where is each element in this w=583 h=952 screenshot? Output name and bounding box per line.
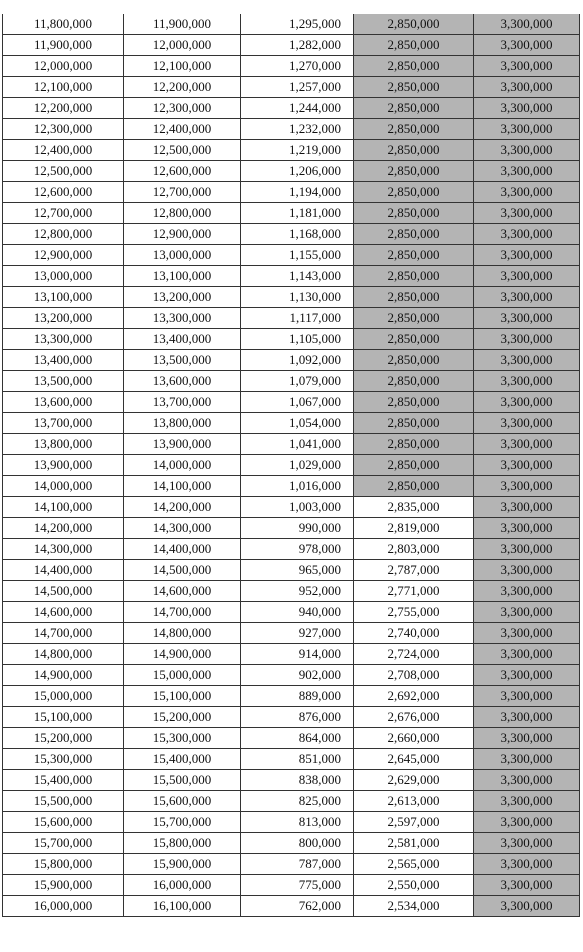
table-row [3, 686, 580, 707]
cell-amount-a: 978,000 [241, 539, 354, 560]
cell-amount-a: 864,000 [241, 728, 354, 749]
cell-amount-c: 3,300,000 [474, 182, 580, 203]
cell-amount-a: 1,092,000 [241, 350, 354, 371]
cell-amount-c: 3,300,000 [474, 539, 580, 560]
cell-range-to: 13,000,000 [124, 245, 241, 266]
cell-amount-c: 3,300,000 [474, 896, 580, 917]
cell-amount-c: 3,300,000 [474, 224, 580, 245]
cell-amount-a: 1,029,000 [241, 455, 354, 476]
table-row [3, 728, 580, 749]
cell-amount-c: 3,300,000 [474, 812, 580, 833]
cell-range-from: 12,700,000 [3, 203, 124, 224]
cell-amount-b: 2,850,000 [354, 140, 474, 161]
table-body [3, 14, 580, 917]
cell-range-to: 14,100,000 [124, 476, 241, 497]
cell-amount-a: 940,000 [241, 602, 354, 623]
table-row [3, 413, 580, 434]
cell-range-from: 14,800,000 [3, 644, 124, 665]
cell-range-from: 15,400,000 [3, 770, 124, 791]
cell-range-to: 15,500,000 [124, 770, 241, 791]
cell-range-to: 14,700,000 [124, 602, 241, 623]
cell-amount-b: 2,850,000 [354, 224, 474, 245]
cell-amount-a: 1,282,000 [241, 35, 354, 56]
cell-amount-c: 3,300,000 [474, 119, 580, 140]
cell-range-from: 15,900,000 [3, 875, 124, 896]
cell-amount-c: 3,300,000 [474, 497, 580, 518]
cell-amount-c: 3,300,000 [474, 35, 580, 56]
cell-amount-c: 3,300,000 [474, 686, 580, 707]
cell-range-to: 14,300,000 [124, 518, 241, 539]
cell-amount-b: 2,771,000 [354, 581, 474, 602]
cell-amount-c: 3,300,000 [474, 770, 580, 791]
table-row [3, 434, 580, 455]
cell-amount-c: 3,300,000 [474, 434, 580, 455]
cell-range-from: 14,200,000 [3, 518, 124, 539]
cell-range-from: 14,900,000 [3, 665, 124, 686]
cell-range-to: 16,000,000 [124, 875, 241, 896]
cell-range-to: 14,600,000 [124, 581, 241, 602]
table-row [3, 854, 580, 875]
cell-range-from: 13,900,000 [3, 455, 124, 476]
cell-range-from: 14,300,000 [3, 539, 124, 560]
cell-amount-b: 2,850,000 [354, 182, 474, 203]
cell-amount-b: 2,850,000 [354, 413, 474, 434]
cell-range-to: 14,500,000 [124, 560, 241, 581]
cell-range-from: 14,700,000 [3, 623, 124, 644]
table-row [3, 329, 580, 350]
cell-amount-c: 3,300,000 [474, 791, 580, 812]
cell-amount-c: 3,300,000 [474, 518, 580, 539]
cell-range-to: 13,200,000 [124, 287, 241, 308]
table-row [3, 623, 580, 644]
table-row [3, 665, 580, 686]
table-row [3, 245, 580, 266]
cell-amount-b: 2,850,000 [354, 350, 474, 371]
cell-amount-c: 3,300,000 [474, 644, 580, 665]
cell-amount-c: 3,300,000 [474, 308, 580, 329]
cell-amount-b: 2,724,000 [354, 644, 474, 665]
cell-amount-b: 2,629,000 [354, 770, 474, 791]
cell-range-from: 13,000,000 [3, 266, 124, 287]
cell-amount-b: 2,850,000 [354, 203, 474, 224]
cell-amount-c: 3,300,000 [474, 833, 580, 854]
table-row [3, 707, 580, 728]
cell-amount-a: 1,117,000 [241, 308, 354, 329]
cell-amount-a: 952,000 [241, 581, 354, 602]
cell-amount-b: 2,850,000 [354, 434, 474, 455]
cell-range-to: 12,200,000 [124, 77, 241, 98]
cell-amount-a: 927,000 [241, 623, 354, 644]
cell-amount-a: 1,219,000 [241, 140, 354, 161]
cell-amount-b: 2,850,000 [354, 329, 474, 350]
cell-amount-a: 1,041,000 [241, 434, 354, 455]
cell-amount-a: 800,000 [241, 833, 354, 854]
cell-range-to: 13,100,000 [124, 266, 241, 287]
cell-range-from: 12,800,000 [3, 224, 124, 245]
cell-range-to: 15,200,000 [124, 707, 241, 728]
cell-amount-b: 2,850,000 [354, 161, 474, 182]
cell-amount-c: 3,300,000 [474, 728, 580, 749]
cell-range-to: 13,500,000 [124, 350, 241, 371]
cell-amount-a: 1,168,000 [241, 224, 354, 245]
cell-amount-a: 1,244,000 [241, 98, 354, 119]
cell-amount-c: 3,300,000 [474, 623, 580, 644]
cell-amount-b: 2,850,000 [354, 308, 474, 329]
cell-range-to: 15,100,000 [124, 686, 241, 707]
table-row [3, 560, 580, 581]
cell-amount-a: 813,000 [241, 812, 354, 833]
cell-range-to: 15,600,000 [124, 791, 241, 812]
cell-range-to: 13,900,000 [124, 434, 241, 455]
cell-range-to: 15,800,000 [124, 833, 241, 854]
table-row [3, 518, 580, 539]
table-row [3, 833, 580, 854]
cell-amount-a: 1,181,000 [241, 203, 354, 224]
cell-amount-b: 2,850,000 [354, 35, 474, 56]
cell-range-from: 12,900,000 [3, 245, 124, 266]
table-row [3, 602, 580, 623]
table-row [3, 749, 580, 770]
cell-amount-b: 2,676,000 [354, 707, 474, 728]
cell-amount-b: 2,850,000 [354, 455, 474, 476]
table-row [3, 392, 580, 413]
cell-amount-c: 3,300,000 [474, 665, 580, 686]
cell-range-from: 12,500,000 [3, 161, 124, 182]
cell-range-from: 14,500,000 [3, 581, 124, 602]
cell-amount-b: 2,740,000 [354, 623, 474, 644]
cell-amount-a: 902,000 [241, 665, 354, 686]
cell-amount-a: 1,054,000 [241, 413, 354, 434]
cell-range-from: 15,600,000 [3, 812, 124, 833]
table-row [3, 371, 580, 392]
cell-amount-a: 1,016,000 [241, 476, 354, 497]
cell-range-from: 13,200,000 [3, 308, 124, 329]
cell-amount-a: 1,003,000 [241, 497, 354, 518]
table-row [3, 644, 580, 665]
cell-range-from: 12,100,000 [3, 77, 124, 98]
cell-amount-b: 2,613,000 [354, 791, 474, 812]
cell-range-from: 13,100,000 [3, 287, 124, 308]
cell-amount-a: 876,000 [241, 707, 354, 728]
cell-amount-c: 3,300,000 [474, 455, 580, 476]
cell-range-from: 15,800,000 [3, 854, 124, 875]
cell-amount-a: 762,000 [241, 896, 354, 917]
table-row [3, 539, 580, 560]
cell-amount-b: 2,850,000 [354, 266, 474, 287]
cell-amount-b: 2,550,000 [354, 875, 474, 896]
cell-amount-a: 775,000 [241, 875, 354, 896]
cell-amount-b: 2,565,000 [354, 854, 474, 875]
table-row [3, 182, 580, 203]
cell-range-to: 13,800,000 [124, 413, 241, 434]
cell-range-to: 14,200,000 [124, 497, 241, 518]
cell-range-from: 15,200,000 [3, 728, 124, 749]
cell-amount-c: 3,300,000 [474, 413, 580, 434]
cell-amount-a: 851,000 [241, 749, 354, 770]
cell-amount-c: 3,300,000 [474, 602, 580, 623]
cell-range-from: 14,000,000 [3, 476, 124, 497]
cell-range-to: 13,400,000 [124, 329, 241, 350]
table-row [3, 77, 580, 98]
cell-amount-c: 3,300,000 [474, 245, 580, 266]
cell-amount-b: 2,850,000 [354, 392, 474, 413]
cell-amount-a: 787,000 [241, 854, 354, 875]
cell-amount-a: 1,257,000 [241, 77, 354, 98]
cell-amount-a: 1,206,000 [241, 161, 354, 182]
cell-range-from: 13,400,000 [3, 350, 124, 371]
cell-amount-b: 2,835,000 [354, 497, 474, 518]
cell-amount-b: 2,708,000 [354, 665, 474, 686]
cell-range-from: 13,500,000 [3, 371, 124, 392]
cell-range-from: 15,700,000 [3, 833, 124, 854]
cell-range-to: 14,800,000 [124, 623, 241, 644]
cell-amount-c: 3,300,000 [474, 140, 580, 161]
cell-amount-c: 3,300,000 [474, 98, 580, 119]
table-row [3, 497, 580, 518]
cell-range-from: 15,500,000 [3, 791, 124, 812]
cell-amount-b: 2,581,000 [354, 833, 474, 854]
table-row [3, 875, 580, 896]
cell-amount-c: 3,300,000 [474, 350, 580, 371]
cell-range-from: 11,800,000 [3, 14, 124, 35]
cell-amount-c: 3,300,000 [474, 329, 580, 350]
cell-range-to: 13,300,000 [124, 308, 241, 329]
cell-amount-c: 3,300,000 [474, 707, 580, 728]
cell-amount-c: 3,300,000 [474, 854, 580, 875]
cell-amount-b: 2,534,000 [354, 896, 474, 917]
table-row [3, 770, 580, 791]
cell-amount-c: 3,300,000 [474, 749, 580, 770]
cell-range-to: 12,300,000 [124, 98, 241, 119]
cell-amount-a: 1,067,000 [241, 392, 354, 413]
table-row [3, 161, 580, 182]
cell-amount-c: 3,300,000 [474, 56, 580, 77]
cell-amount-c: 3,300,000 [474, 581, 580, 602]
cell-range-from: 16,000,000 [3, 896, 124, 917]
cell-amount-a: 1,270,000 [241, 56, 354, 77]
cell-amount-a: 889,000 [241, 686, 354, 707]
table-row [3, 812, 580, 833]
table-row [3, 224, 580, 245]
cell-amount-c: 3,300,000 [474, 266, 580, 287]
cell-amount-a: 838,000 [241, 770, 354, 791]
cell-range-from: 13,700,000 [3, 413, 124, 434]
table-row [3, 581, 580, 602]
table-row [3, 455, 580, 476]
cell-amount-a: 825,000 [241, 791, 354, 812]
cell-range-to: 13,600,000 [124, 371, 241, 392]
cell-amount-b: 2,850,000 [354, 476, 474, 497]
cell-amount-b: 2,755,000 [354, 602, 474, 623]
cell-amount-b: 2,850,000 [354, 14, 474, 35]
cell-range-to: 14,400,000 [124, 539, 241, 560]
cell-amount-a: 914,000 [241, 644, 354, 665]
cell-amount-a: 1,079,000 [241, 371, 354, 392]
cell-range-from: 12,400,000 [3, 140, 124, 161]
cell-amount-b: 2,692,000 [354, 686, 474, 707]
cell-range-to: 12,400,000 [124, 119, 241, 140]
cell-range-from: 15,000,000 [3, 686, 124, 707]
table-row [3, 56, 580, 77]
cell-amount-a: 990,000 [241, 518, 354, 539]
cell-range-from: 13,300,000 [3, 329, 124, 350]
table-row [3, 203, 580, 224]
cell-range-to: 12,700,000 [124, 182, 241, 203]
table-row [3, 98, 580, 119]
cell-range-from: 14,600,000 [3, 602, 124, 623]
cell-amount-b: 2,850,000 [354, 77, 474, 98]
cell-range-to: 14,000,000 [124, 455, 241, 476]
table-row [3, 287, 580, 308]
cell-amount-a: 1,232,000 [241, 119, 354, 140]
cell-amount-b: 2,850,000 [354, 371, 474, 392]
cell-range-to: 13,700,000 [124, 392, 241, 413]
cell-amount-c: 3,300,000 [474, 14, 580, 35]
cell-range-to: 15,300,000 [124, 728, 241, 749]
cell-range-to: 11,900,000 [124, 14, 241, 35]
cell-range-to: 15,400,000 [124, 749, 241, 770]
cell-range-from: 14,400,000 [3, 560, 124, 581]
cell-range-to: 15,700,000 [124, 812, 241, 833]
table-row [3, 14, 580, 35]
cell-amount-b: 2,850,000 [354, 287, 474, 308]
cell-amount-c: 3,300,000 [474, 203, 580, 224]
cell-range-from: 12,200,000 [3, 98, 124, 119]
table-row [3, 119, 580, 140]
cell-amount-c: 3,300,000 [474, 287, 580, 308]
cell-amount-c: 3,300,000 [474, 77, 580, 98]
table-row [3, 308, 580, 329]
table-row [3, 350, 580, 371]
cell-amount-c: 3,300,000 [474, 476, 580, 497]
table-row [3, 476, 580, 497]
cell-amount-b: 2,850,000 [354, 56, 474, 77]
cell-amount-b: 2,850,000 [354, 245, 474, 266]
cell-range-to: 12,500,000 [124, 140, 241, 161]
cell-range-from: 12,600,000 [3, 182, 124, 203]
cell-amount-c: 3,300,000 [474, 161, 580, 182]
cell-amount-b: 2,850,000 [354, 98, 474, 119]
cell-amount-b: 2,645,000 [354, 749, 474, 770]
cell-amount-a: 965,000 [241, 560, 354, 581]
cell-range-to: 14,900,000 [124, 644, 241, 665]
table-row [3, 140, 580, 161]
amount-table [2, 14, 580, 917]
cell-range-to: 12,100,000 [124, 56, 241, 77]
cell-range-from: 13,600,000 [3, 392, 124, 413]
cell-amount-a: 1,155,000 [241, 245, 354, 266]
table-row [3, 35, 580, 56]
cell-amount-a: 1,194,000 [241, 182, 354, 203]
cell-amount-b: 2,850,000 [354, 119, 474, 140]
table-row [3, 791, 580, 812]
table-container [0, 14, 583, 917]
cell-amount-b: 2,660,000 [354, 728, 474, 749]
cell-amount-c: 3,300,000 [474, 371, 580, 392]
cell-range-to: 12,900,000 [124, 224, 241, 245]
cell-amount-c: 3,300,000 [474, 875, 580, 896]
table-row [3, 896, 580, 917]
cell-range-from: 14,100,000 [3, 497, 124, 518]
cell-amount-c: 3,300,000 [474, 560, 580, 581]
cell-range-from: 12,000,000 [3, 56, 124, 77]
cell-range-from: 13,800,000 [3, 434, 124, 455]
cell-amount-c: 3,300,000 [474, 392, 580, 413]
cell-range-to: 15,900,000 [124, 854, 241, 875]
cell-amount-a: 1,295,000 [241, 14, 354, 35]
cell-amount-b: 2,597,000 [354, 812, 474, 833]
cell-amount-b: 2,819,000 [354, 518, 474, 539]
cell-range-from: 15,300,000 [3, 749, 124, 770]
cell-range-from: 12,300,000 [3, 119, 124, 140]
cell-amount-b: 2,787,000 [354, 560, 474, 581]
cell-amount-a: 1,105,000 [241, 329, 354, 350]
cell-range-to: 12,800,000 [124, 203, 241, 224]
cell-amount-a: 1,130,000 [241, 287, 354, 308]
cell-range-to: 12,600,000 [124, 161, 241, 182]
table-row [3, 266, 580, 287]
cell-range-from: 11,900,000 [3, 35, 124, 56]
cell-amount-a: 1,143,000 [241, 266, 354, 287]
cell-range-from: 15,100,000 [3, 707, 124, 728]
cell-range-to: 15,000,000 [124, 665, 241, 686]
cell-range-to: 16,100,000 [124, 896, 241, 917]
cell-range-to: 12,000,000 [124, 35, 241, 56]
cell-amount-b: 2,803,000 [354, 539, 474, 560]
